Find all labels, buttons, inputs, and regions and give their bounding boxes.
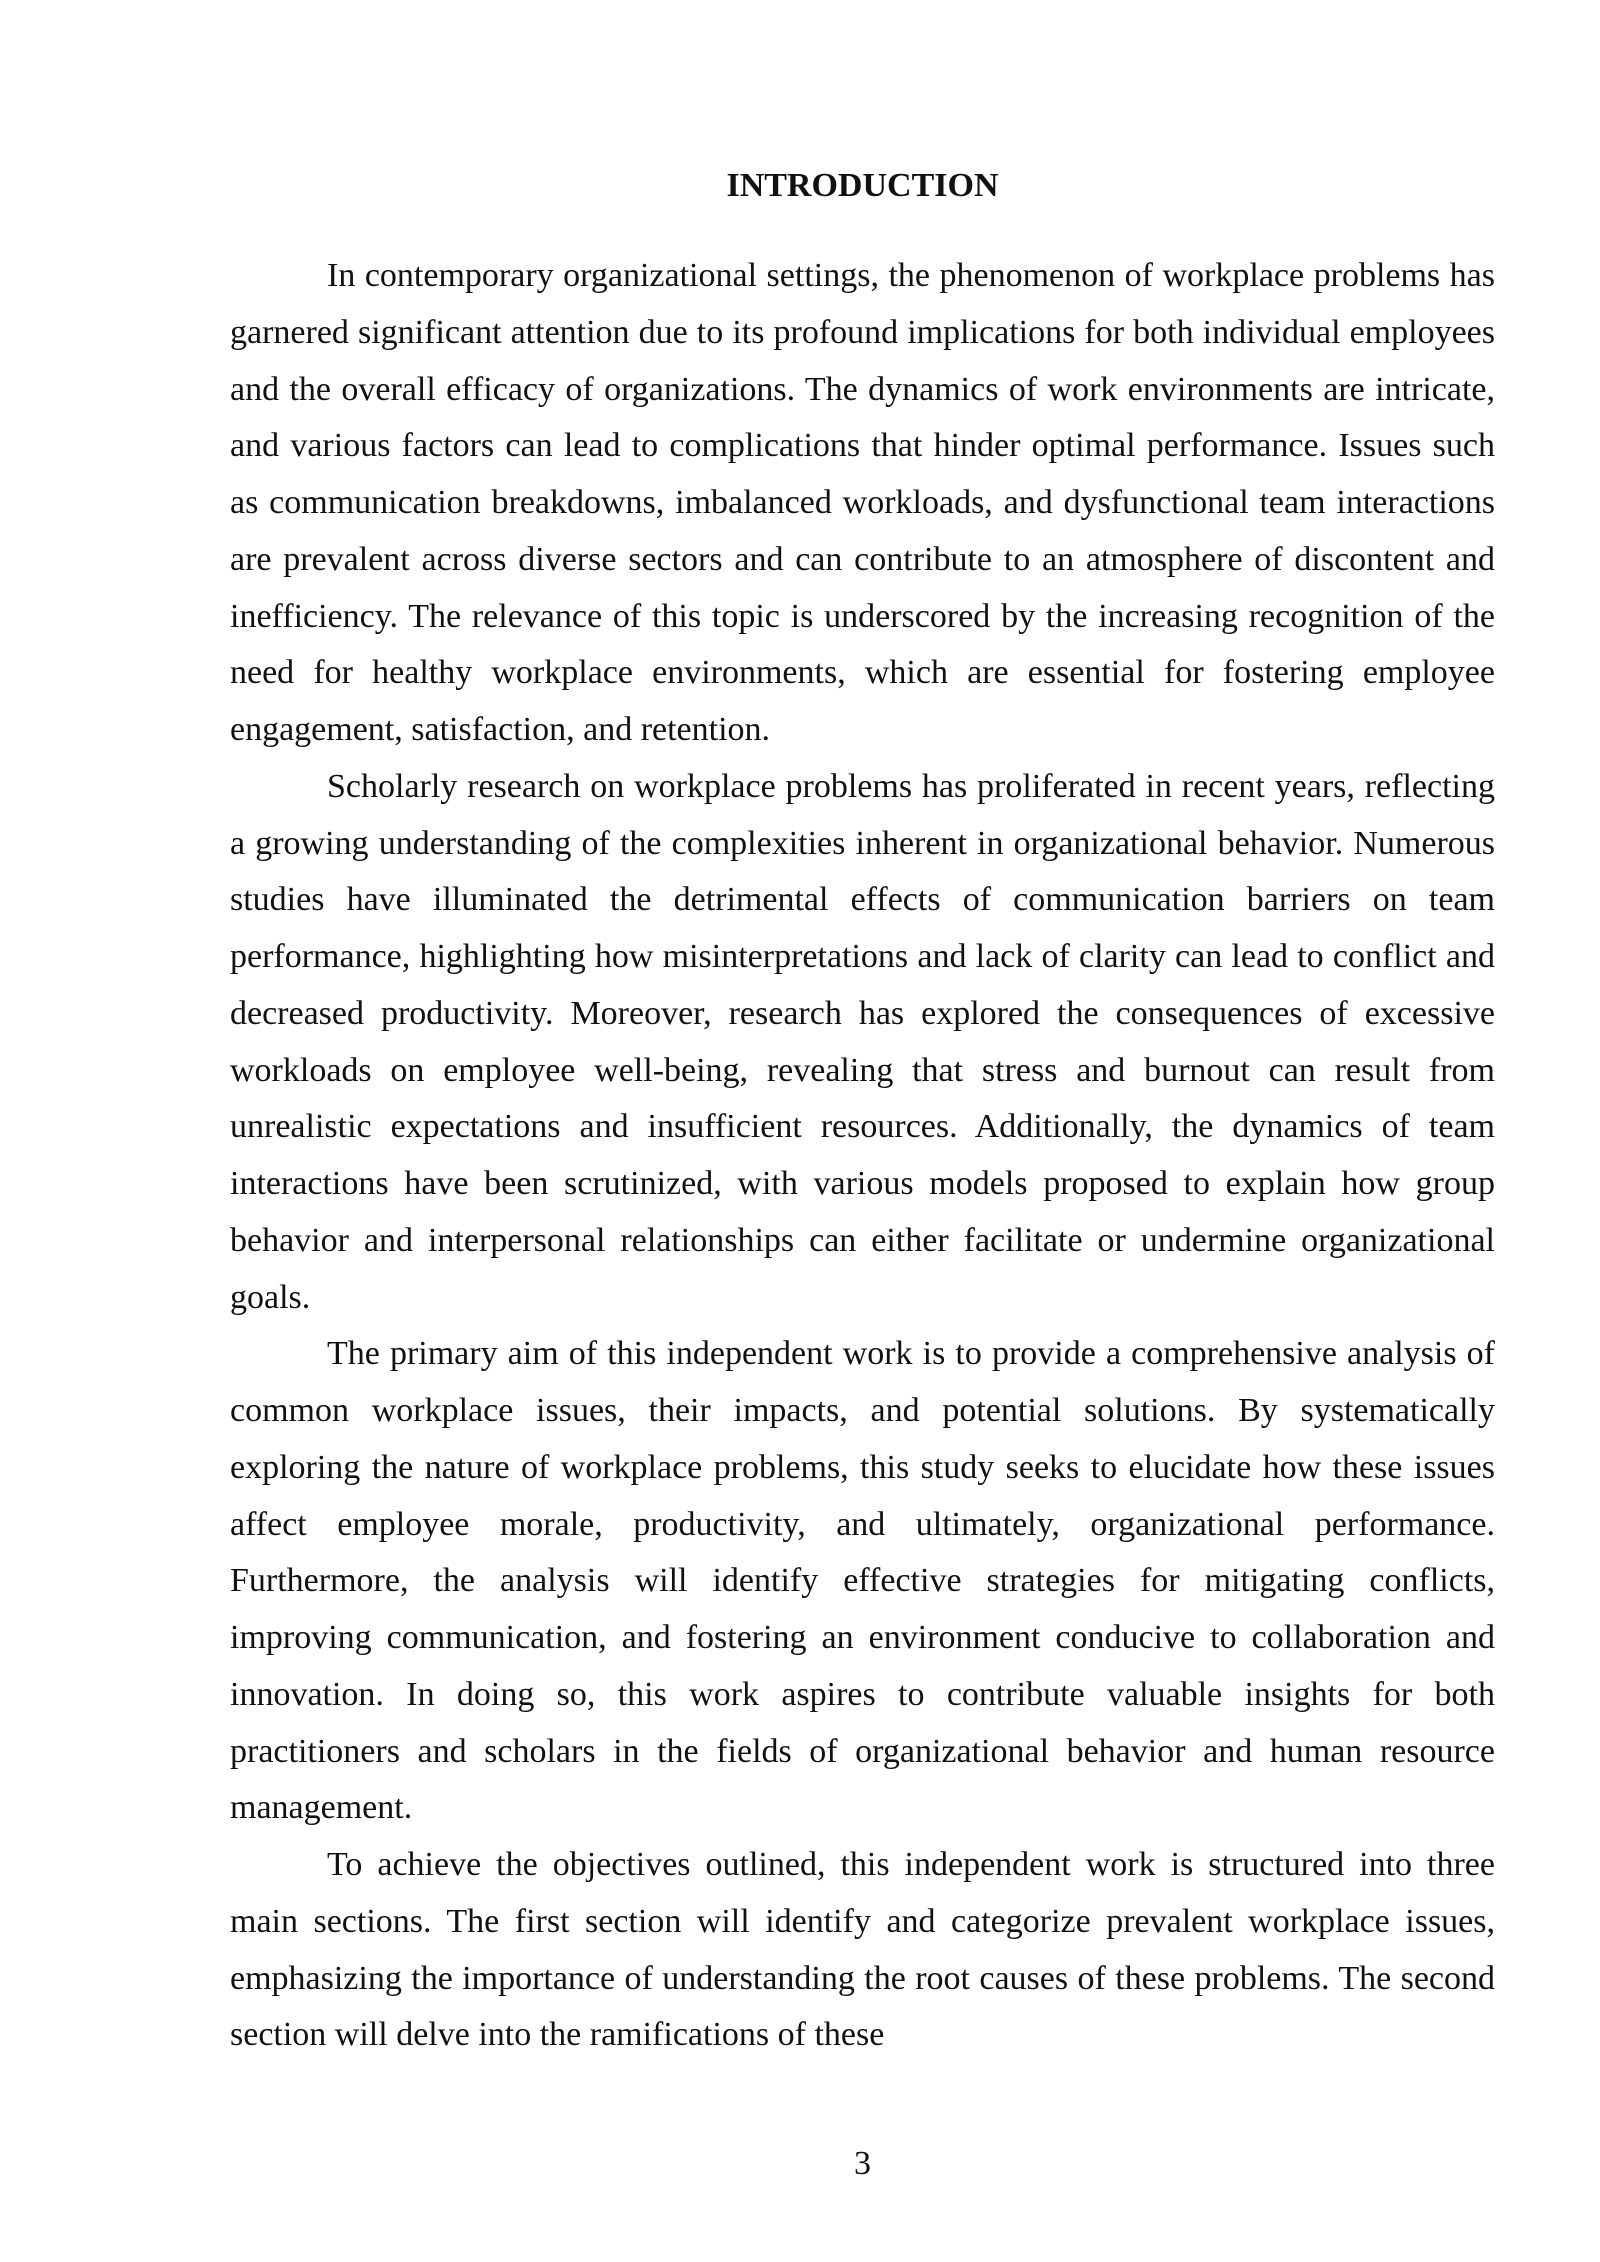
paragraph-4: To achieve the objectives outlined, this independent work is structured into three main sections. The first section will identify and categorize prevalent workplace issues, emphasizing the importance of understanding the root causes of these problems. The second section will delve into the ramifications of these: [230, 1846, 1495, 2054]
section-heading: INTRODUCTION: [726, 167, 999, 204]
page-number: 3: [854, 2145, 871, 2182]
paragraph-2: Scholarly research on workplace problems has proliferated in recent years, reflecting a growing understanding of the complexities inherent in organizational behavior. Numerous studies have illuminated the detrimental effects of communication barriers on team performance, highlighting how misinterpretations and lack of clarity can lead to conflict and decreased productivity. Moreover, research has explored the consequences of excessive workloads on employee well-being, revealing that stress and burnout can result from unrealistic expectations and insufficient resources. Additionally, the dynamics of team interactions have been scrutinized, with various models proposed to explain how group behavior and interpersonal relationships can either facilitate or undermine organizational goals.: [230, 767, 1495, 1316]
body-text: [230, 248, 1495, 2064]
paragraph-3: The primary aim of this independent work is to provide a comprehensive analysis of common workplace issues, their impacts, and potential solutions. By systematically exploring the nature of workplace problems, this study seeks to elucidate how these issues affect employee morale, productivity, and ultimately, organizational performance. Furthermore, the analysis will identify effective strategies for mitigating conflicts, improving communication, and fostering an environment conducive to collaboration and innovation. In doing so, this work aspires to contribute valuable insights for both practitioners and scholars in the fields of organizational behavior and human resource management.: [230, 1335, 1495, 1827]
paragraph-1: In contemporary organizational settings, the phenomenon of workplace problems has garnered significant attention due to its profound implications for both individual employees and the overall efficacy of organizations. The dynamics of work environments are intricate, and various factors can lead to complications that hinder optimal performance. Issues such as communication breakdowns, imbalanced workloads, and dysfunctional team interactions are prevalent across diverse sectors and can contribute to an atmosphere of discontent and inefficiency. The relevance of this topic is underscored by the increasing recognition of the need for healthy workplace environments, which are essential for fostering employee engagement, satisfaction, and retention.: [230, 257, 1495, 748]
